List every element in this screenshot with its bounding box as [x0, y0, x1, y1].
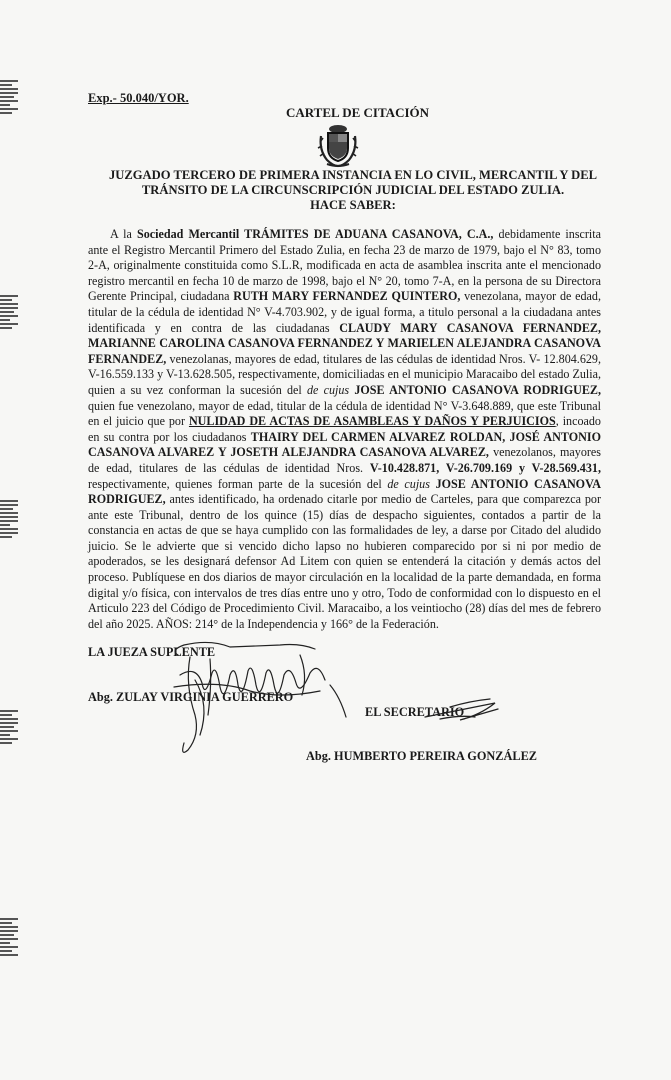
secretary-signature-icon: [420, 695, 505, 725]
case-subject: NULIDAD DE ACTAS DE ASAMBLEAS Y DAÑOS Y PERJUICIOS: [188, 414, 556, 429]
expediente-number: Exp.- 50.040/YOR.: [88, 91, 189, 105]
court-heading: [88, 168, 618, 213]
judge-name: Abg. ZULAY VIRGINIA GUERRERO: [88, 690, 294, 704]
citation-body: A la Sociedad Mercantil TRÁMITES DE ADUANA CASANOVA, C.A., debidamente inscrita ante el Registro Mercantil Primero del Estado Zulia, en fecha 23 de marzo de 1979, bajo el N° 83, tomo 2-A, originalmente constituida como S.L.R, modificada en acta de asamblea inscrita ante el mencionado registro mercantil en fecha 10 de marzo de 1998, bajo el N° 20, tomo 7-A, en la persona de su Directora Gerente Principal, ciudadana RUTH MARY FERNANDEZ QUINTERO, venezolana, mayor de edad, titular de la cédula de identidad N° V-4.703.902, y de igual forma, a titulo personal a la ciudadana antes identificada y en contra de las ciudadanas CLAUDY MARY CASANOVA FERNANDEZ, MARIANNE CAROLINA CASANOVA FERNANDEZ Y MARIELEN ALEJANDRA CASANOVA FERNANDEZ, venezolanas, mayores de edad, titulares de las cédulas de identidad Nros. V- 12.804.629, V-16.559.133 y V-13.628.505, respectivamente, domiciliadas en el municipio Maracaibo del estado Zulia, quien a su vez conforman la sucesión del de cujus JOSE ANTONIO CASANOVA RODRIGUEZ, quien fue venezolano, mayor de edad, titular de la cédula de identidad N° V-3.648.889, que este Tribunal en el juicio que por NULIDAD DE ACTAS DE ASAMBLEAS Y DAÑOS Y PERJUICIOS, incoado en su contra por los ciudadanos THAIRY DEL CARMEN ALVAREZ ROLDAN, JOSÉ ANTONIO CASANOVA ALVAREZ Y JOSETH ALEJANDRA CASANOVA ALVAREZ, venezolanos, mayores de edad, titulares de las cédulas de identidad Nros. V-10.428.871, V-26.709.169 y V-28.569.431, respectivamente, quienes forman parte de la sucesión del de cujus JOSE ANTONIO CASANOVA RODRIGUEZ, antes identificado, ha ordenado citarle por medio de Carteles, para que comparezca por ante este Tribunal, dentro de los quince (15) días de despacho siguientes, contados a partir de la constancia en actas de que se haya cumplido con las formalidades de ley, a darse por Citado del aludido juicio. Se le advierte que si vencido dicho lapso no hubieren comparecido por si ni por medio de apoderados, se les designará defensor Ad Litem con quien se entenderá la citación y demás actos del proceso. Publíquese en dos diarios de mayor circulación en la localidad de la parte demandada, en forma digital y/o física, con intervalos de tres días entre uno y otro, Todo de conformidad con lo dispuesto en el Articulo 223 del Código de Procedimiento Civil. Maracaibo, a los veintiocho (28) días del mes de febrero del año 2025. AÑOS: 214° de la Independencia y 166° de la Federación.: [88, 227, 602, 631]
judge-signature-icon: [150, 625, 350, 760]
secretary-title: EL SECRETARIO: [365, 705, 465, 719]
court-line-1: JUZGADO TERCERO DE PRIMERA INSTANCIA EN LO CIVIL, MERCANTIL Y DEL: [108, 168, 598, 182]
margin-marks: [0, 710, 18, 746]
court-line-2: TRÁNSITO DE LA CIRCUNSCRIPCIÓN JUDICIAL DEL ESTADO ZULIA.: [141, 183, 565, 197]
judge-title: LA JUEZA SUPLENTE: [88, 645, 216, 659]
document-title: CARTEL DE CITACIÓN: [285, 105, 430, 120]
coat-of-arms-icon: [317, 124, 359, 168]
margin-marks: [0, 918, 18, 958]
secretary-name: Abg. HUMBERTO PEREIRA GONZÁLEZ: [306, 749, 537, 763]
hace-saber: HACE SABER:: [310, 198, 396, 212]
margin-marks: [0, 500, 18, 540]
margin-marks: [0, 295, 18, 331]
